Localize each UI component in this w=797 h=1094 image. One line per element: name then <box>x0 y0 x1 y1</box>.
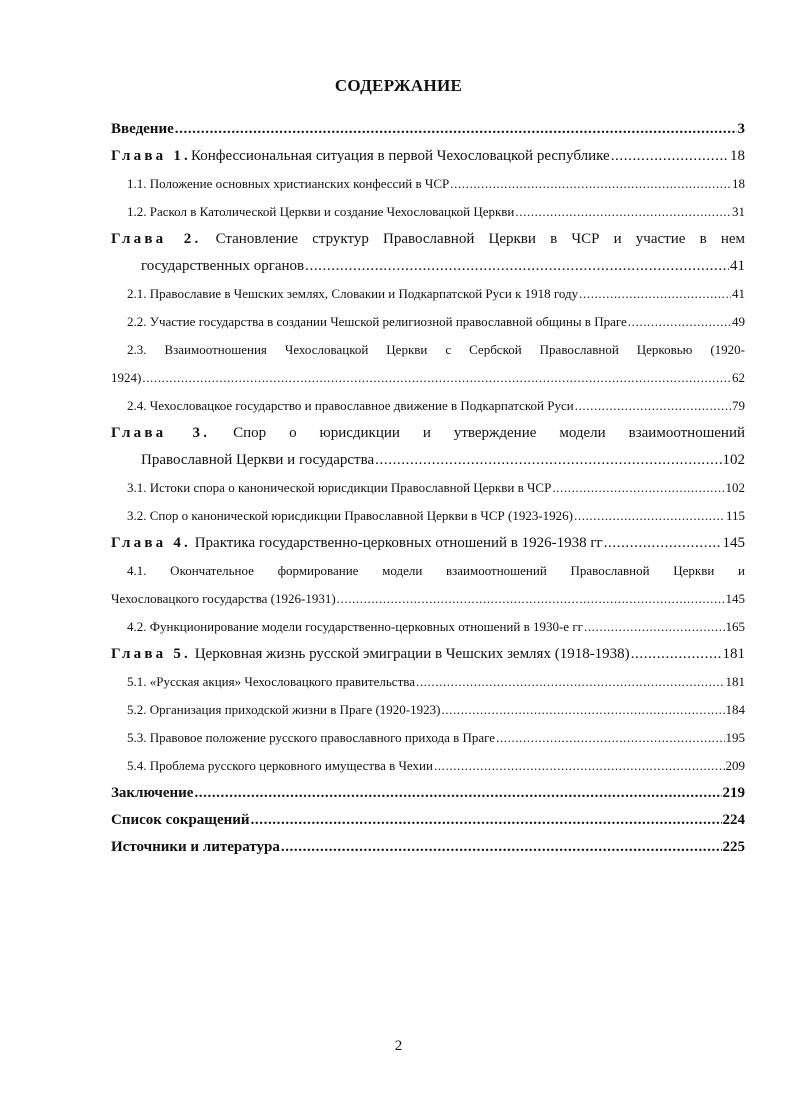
toc-label: Список сокращений <box>111 812 250 828</box>
toc-page-number: 102 <box>722 452 745 468</box>
toc-entry-section-2-2[interactable] <box>111 308 745 336</box>
dot-leader <box>251 807 722 834</box>
toc-label: 3.1. Истоки спора о канонической юрисдикции Православной Церкви в ЧСР <box>127 480 552 495</box>
toc-page-number: 62 <box>732 370 745 385</box>
dot-leader <box>584 613 725 641</box>
toc-page-number: 41 <box>732 286 745 301</box>
toc-label-line-2: 1924) <box>111 370 142 385</box>
toc-label: 1.1. Положение основных христианских конфессий в ЧСР <box>127 176 450 191</box>
toc-entry-section-5-4[interactable] <box>111 752 745 780</box>
dot-leader <box>142 364 731 392</box>
toc-entry-section-5-1[interactable] <box>111 668 745 696</box>
toc-page-number: 225 <box>722 839 745 855</box>
toc-page-number: 3 <box>737 121 745 137</box>
chapter-title-line-2: государственных органов <box>141 258 305 274</box>
dot-leader <box>628 308 731 336</box>
toc-entry-intro[interactable] <box>111 116 745 143</box>
dot-leader <box>194 780 721 807</box>
toc-entry-chapter-1[interactable] <box>111 143 745 170</box>
toc-page-number: 79 <box>732 398 745 413</box>
toc-page-number: 219 <box>722 785 745 801</box>
dot-leader <box>515 198 731 226</box>
chapter-title-line-1: Становление структур Православной Церкви в ЧСР и участие в нем <box>215 231 746 247</box>
toc-page-number: 18 <box>732 176 745 191</box>
chapter-keyword: Глава 4. <box>111 535 191 551</box>
toc-entry-sources[interactable] <box>111 834 745 861</box>
dot-leader <box>604 530 722 557</box>
toc-entry-section-2-4[interactable] <box>111 392 745 420</box>
toc-page-number: 145 <box>722 535 745 551</box>
toc-page-number: 195 <box>725 730 745 745</box>
toc-label: 5.3. Правовое положение русского православного прихода в Праге <box>127 730 496 745</box>
toc-page-number: 41 <box>730 258 745 274</box>
toc-page-number: 165 <box>725 619 745 634</box>
page-title: СОДЕРЖАНИЕ <box>334 76 463 95</box>
toc-label-line-2: Чехословацкого государства (1926-1931) <box>111 591 336 606</box>
toc-entry-chapter-5[interactable] <box>111 641 745 668</box>
toc-entry-chapter-4[interactable] <box>111 530 745 557</box>
chapter-title: Церковная жизнь русской эмиграции в Чешских землях (1918-1938) <box>194 646 630 662</box>
page-number: 2 <box>394 1038 403 1054</box>
chapter-title-line-1: Спор о юрисдикции и утверждение модели взаимоотношений <box>233 425 745 441</box>
toc-label: 2.2. Участие государства в создании Чешской религиозной православной общины в Праге <box>127 314 627 329</box>
dot-leader <box>611 143 729 170</box>
toc-page-number: 31 <box>732 204 745 219</box>
toc-label: 5.2. Организация приходской жизни в Праге (1920-1923) <box>127 702 441 717</box>
toc-entry-conclusion[interactable] <box>111 780 745 807</box>
dot-leader <box>281 834 722 861</box>
toc-entry-section-1-2[interactable] <box>111 198 745 226</box>
toc-page-number: 181 <box>722 646 745 662</box>
chapter-title-line-2: Православной Церкви и государства <box>141 452 375 468</box>
toc-entry-section-1-1[interactable] <box>111 170 745 198</box>
toc-label: 3.2. Спор о канонической юрисдикции Православной Церкви в ЧСР (1923-1926) <box>127 508 574 523</box>
chapter-keyword: Глава 2. <box>111 231 202 247</box>
toc-entry-section-3-2[interactable] <box>111 502 745 530</box>
chapter-title: Конфессиональная ситуация в первой Чехословацкой республике <box>190 148 610 164</box>
toc-label: Источники и литература <box>111 839 280 855</box>
dot-leader <box>552 474 724 502</box>
toc-page-number: 209 <box>725 758 745 773</box>
toc-entry-chapter-3[interactable] <box>111 420 745 474</box>
toc-page-number: 184 <box>725 702 745 717</box>
table-of-contents <box>111 116 745 861</box>
toc-label-line-1: 2.3. Взаимоотношения Чехословацкой Церкви с Сербской Православной Церковью (1920- <box>127 342 745 357</box>
dot-leader <box>434 752 725 780</box>
dot-leader <box>375 447 721 474</box>
dot-leader <box>575 392 731 420</box>
toc-entry-abbreviations[interactable] <box>111 807 745 834</box>
toc-page-number: 102 <box>725 480 745 495</box>
toc-page-number: 145 <box>725 591 745 606</box>
toc-label: 4.2. Функционирование модели государственно-церковных отношений в 1930-е гг <box>127 619 583 634</box>
toc-label: Заключение <box>111 785 194 801</box>
dot-leader <box>305 253 729 280</box>
dot-leader <box>574 502 725 530</box>
dot-leader <box>631 641 722 668</box>
dot-leader <box>337 585 725 613</box>
toc-label: 5.1. «Русская акция» Чехословацкого правительства <box>127 674 415 689</box>
toc-page-number: 49 <box>732 314 745 329</box>
toc-entry-section-4-1[interactable] <box>111 557 745 613</box>
toc-label: Введение <box>111 121 174 137</box>
toc-page-number: 115 <box>725 508 745 523</box>
toc-entry-section-2-3[interactable] <box>111 336 745 392</box>
toc-entry-section-5-2[interactable] <box>111 696 745 724</box>
dot-leader <box>416 668 725 696</box>
dot-leader <box>496 724 724 752</box>
toc-entry-section-2-1[interactable] <box>111 280 745 308</box>
toc-entry-section-4-2[interactable] <box>111 613 745 641</box>
chapter-keyword: Глава 1. <box>111 148 191 164</box>
chapter-title: Практика государственно-церковных отношений в 1926-1938 гг <box>194 535 603 551</box>
toc-page-number: 224 <box>722 812 745 828</box>
toc-page-number: 18 <box>730 148 745 164</box>
chapter-keyword: Глава 3. <box>111 425 211 441</box>
dot-leader <box>579 280 731 308</box>
toc-page-number: 181 <box>725 674 745 689</box>
toc-entry-chapter-2[interactable] <box>111 226 745 280</box>
toc-label-line-1: 4.1. Окончательное формирование модели взаимоотношений Православной Церкви и <box>127 563 745 578</box>
toc-entry-section-5-3[interactable] <box>111 724 745 752</box>
dot-leader <box>450 170 731 198</box>
toc-label: 5.4. Проблема русского церковного имущества в Чехии <box>127 758 433 773</box>
toc-label: 2.1. Православие в Чешских землях, Словакии и Подкарпатской Руси к 1918 году <box>127 286 579 301</box>
toc-label: 2.4. Чехословацкое государство и православное движение в Подкарпатской Руси <box>127 398 574 413</box>
dot-leader <box>441 696 724 724</box>
chapter-keyword: Глава 5. <box>111 646 191 662</box>
toc-entry-section-3-1[interactable] <box>111 474 745 502</box>
dot-leader <box>175 116 737 143</box>
toc-label: 1.2. Раскол в Католической Церкви и создание Чехословацкой Церкви <box>127 204 515 219</box>
